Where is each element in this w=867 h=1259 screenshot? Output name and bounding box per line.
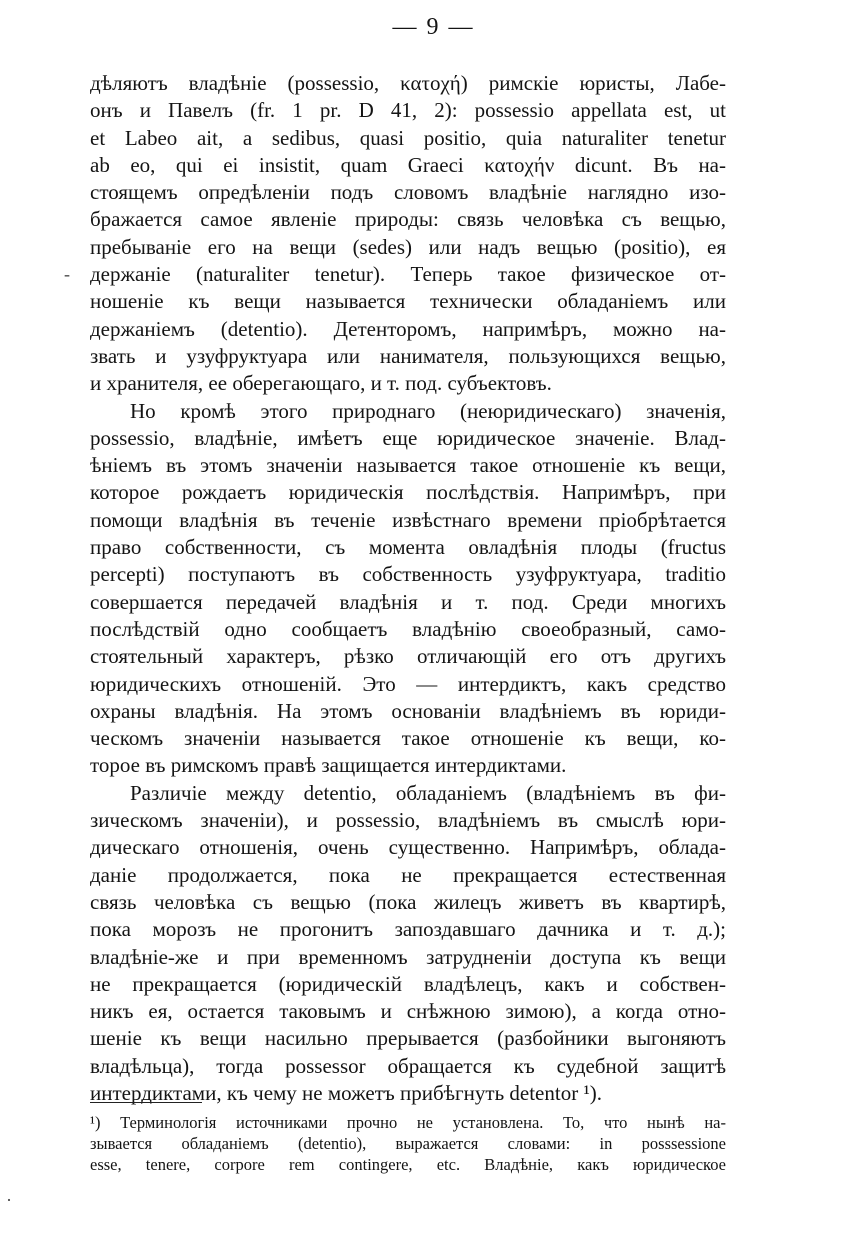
footnote-line: ¹) Терминологія источниками прочно не установлена. То, что нынѣ на- xyxy=(90,1113,726,1132)
text-line: не прекращается (юридическій владѣлецъ, какъ и собствен- xyxy=(90,971,726,996)
margin-dot-mark: · xyxy=(6,1190,12,1210)
text-line: связь человѣка съ вещью (пока жилецъ живетъ въ квартирѣ, xyxy=(90,889,726,914)
body-text xyxy=(90,70,726,1107)
text-line: даніе продолжается, пока не прекращается естественная xyxy=(90,862,726,887)
footnote-line: esse, tenere, corpore rem contingere, etc. Владѣніе, какъ юридическое xyxy=(90,1155,726,1174)
text-line: держаніемъ (detentio). Детенторомъ, напримѣръ, можно на- xyxy=(90,316,726,341)
footnotes xyxy=(90,1112,726,1175)
text-line: Различіе между detentio, обладаніемъ (владѣніемъ въ фи- xyxy=(130,780,726,805)
text-line: торое въ римскомъ правѣ защищается интердиктами. xyxy=(90,753,567,778)
text-line: и хранителя, ее оберегающаго, и т. под. субъектовъ. xyxy=(90,371,552,396)
text-line: юридическихъ отношеній. Это — интердиктъ, какъ средство xyxy=(90,671,726,696)
text-line: охраны владѣнія. На этомъ основаніи владѣніемъ въ юриди- xyxy=(90,698,726,723)
text-line: ческомъ значеніи называется такое отношеніе къ вещи, ко- xyxy=(90,726,726,751)
text-line: ѣніемъ въ этомъ значеніи называется такое отношеніе къ вещи, xyxy=(90,453,726,478)
text-line: зическомъ значеніи), и possessio, владѣніемъ въ смыслѣ юри- xyxy=(90,808,726,833)
page-number: — 9 — xyxy=(392,14,475,40)
footnote-divider xyxy=(90,1102,202,1103)
text-line: шеніе къ вещи насильно прерывается (разбойники выгоняютъ xyxy=(90,1026,726,1051)
text-line: стоятельный характеръ, рѣзко отличающій его отъ другихъ xyxy=(90,644,726,669)
text-line: онъ и Павелъ (fr. 1 pr. D 41, 2): possessio appellata est, ut xyxy=(90,98,726,123)
text-line: пока морозъ не прогонитъ запоздавшаго дачника и т. д.); xyxy=(90,917,726,942)
text-line: ношеніе къ вещи называется технически обладаніемъ или xyxy=(90,289,726,314)
margin-dash-mark: - xyxy=(64,264,70,284)
text-line: Но кромѣ этого природнаго (неюридическаго) значенія, xyxy=(130,398,726,423)
text-line: дическаго отношенія, очень существенно. Напримѣръ, облада- xyxy=(90,835,726,860)
text-line: стоящемъ опредѣленіи подъ словомъ владѣніе наглядно изо- xyxy=(90,180,726,205)
text-line: интердиктами, къ чему не можетъ прибѣгнуть detentor ¹). xyxy=(90,1080,602,1105)
text-line: владѣніе-же и при временномъ затрудненіи доступа къ вещи xyxy=(90,944,726,969)
text-line: percepti) поступаютъ въ собственность узуфруктуара, traditio xyxy=(90,562,726,587)
text-line: послѣдствій одно сообщаетъ владѣнію своеобразный, само- xyxy=(90,616,726,641)
text-line: совершается передачей владѣнія и т. под. Среди многихъ xyxy=(90,589,726,614)
text-line: право собственности, съ момента овладѣнія плоды (fructus xyxy=(90,535,726,560)
text-line: звать и узуфруктуара или нанимателя, пользующихся вещью, xyxy=(90,343,726,368)
text-line: никъ ея, остается таковымъ и снѣжною зимою), а когда отно- xyxy=(90,999,726,1024)
text-line: пребываніе его на вещи (sedes) или надъ вещью (positio), ея xyxy=(90,234,726,259)
text-line: possessio, владѣніе, имѣетъ еще юридическое значеніе. Влад- xyxy=(90,425,726,450)
text-line: бражается самое явленіе природы: связь человѣка съ вещью, xyxy=(90,207,726,232)
text-line: которое рождаетъ юридическія послѣдствія. Напримѣръ, при xyxy=(90,480,726,505)
text-line: ab eo, qui ei insistit, quam Graeci κατοχήν dicunt. Въ на- xyxy=(90,152,726,177)
footnote-line: зывается обладаніемъ (detentio), выражается словами: in posssessione xyxy=(90,1134,726,1153)
text-line: дѣляютъ владѣніе (possessio, κατοχή) римскіе юристы, Лабе- xyxy=(90,71,726,95)
text-line: владѣльца), тогда possessor обращается къ судебной защитѣ xyxy=(90,1053,726,1078)
text-line: держаніе (naturaliter tenetur). Теперь такое физическое от- xyxy=(90,262,726,287)
text-line: et Labeo ait, a sedibus, quasi positio, quia naturaliter tenetur xyxy=(90,125,726,150)
text-line: помощи владѣнія въ теченіе извѣстнаго времени пріобрѣтается xyxy=(90,507,726,532)
